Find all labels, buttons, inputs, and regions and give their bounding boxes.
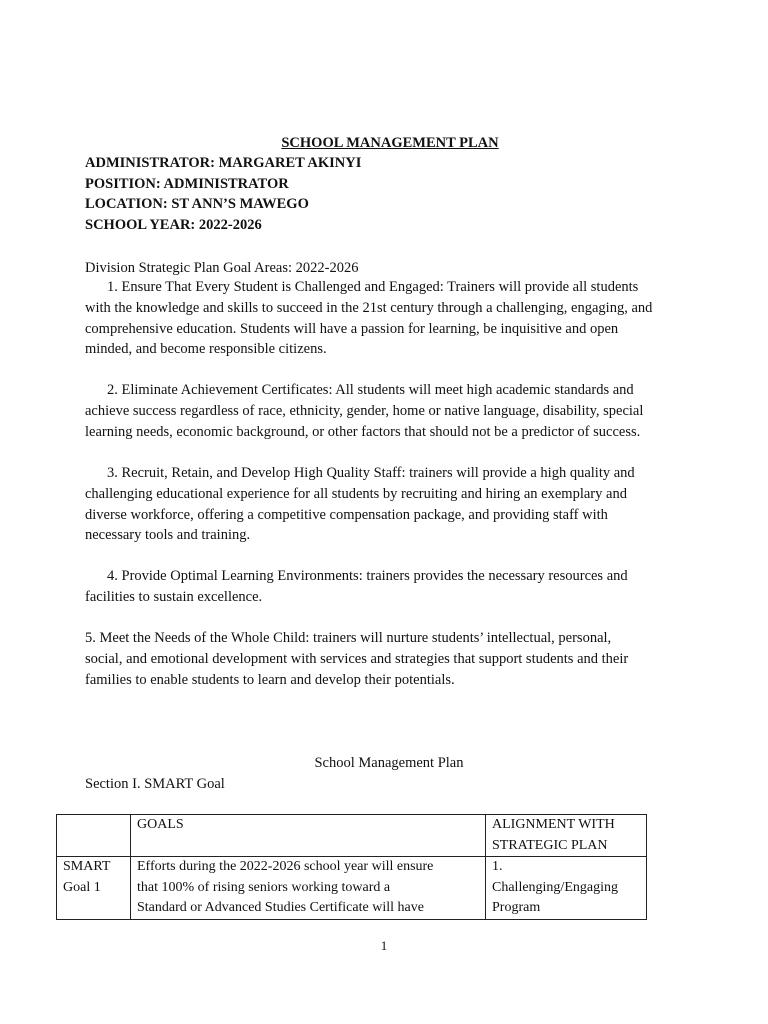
header-alignment-line: STRATEGIC PLAN — [492, 837, 608, 853]
table-row — [57, 857, 647, 920]
goal-item-4-line: facilities to sustain excellence. — [85, 588, 263, 605]
alignment-cell — [486, 857, 647, 920]
goal-item-5-line: 5. Meet the Needs of the Whole Child: trainers will nurture students’ intellectual, personal, — [85, 630, 612, 646]
row-label-line: SMART — [63, 859, 111, 874]
page-number: 1 — [380, 938, 388, 953]
header-cell-goals — [131, 815, 486, 857]
position-line: POSITION: ADMINISTRATOR — [85, 175, 289, 192]
goal-description-line: Efforts during the 2022-2026 school year will ensure — [137, 859, 434, 874]
goal-item-5-line: social, and emotional development with services and strategies that support students and their — [85, 650, 629, 667]
header-block — [85, 153, 361, 235]
section-label: Section I. SMART Goal — [85, 776, 225, 792]
document-title: SCHOOL MANAGEMENT PLAN — [281, 135, 499, 151]
row-label-line: Goal 1 — [63, 879, 101, 895]
header-cell-empty — [57, 815, 131, 857]
goal-description-line: Standard or Advanced Studies Certificate will have — [137, 900, 424, 915]
table-header-row — [57, 815, 647, 857]
header-cell-alignment — [486, 815, 647, 857]
section-title: School Management Plan — [314, 755, 464, 771]
goal-item-2-line: learning needs, economic background, or other factors that should not be a predictor of success. — [85, 423, 641, 440]
alignment-line: Program — [492, 900, 541, 915]
goal-description-cell — [131, 857, 486, 920]
goal-item-1-line: 1. Ensure That Every Student is Challenged and Engaged: Trainers will provide all students — [107, 279, 639, 295]
goal-item-1 — [85, 277, 683, 360]
goal-item-2-line: achieve success regardless of race, ethnicity, gender, home or native language, disability, special — [85, 402, 644, 419]
row-label-cell — [57, 857, 131, 920]
goal-item-5-line: families to enable students to learn and develop their potentials. — [85, 671, 455, 688]
goal-areas-heading: Division Strategic Plan Goal Areas: 2022-2026 — [85, 260, 359, 276]
goal-item-1-line: minded, and become responsible citizens. — [85, 341, 327, 358]
school-year-line: SCHOOL YEAR: 2022-2026 — [85, 216, 262, 233]
goal-item-2 — [85, 380, 683, 442]
goal-item-3-line: necessary tools and training. — [85, 527, 251, 544]
smart-goal-table — [56, 814, 647, 920]
alignment-line: Challenging/Engaging — [492, 879, 618, 895]
goal-description-line: that 100% of rising seniors working toward a — [137, 879, 391, 895]
goal-item-1-line: comprehensive education. Students will have a passion for learning, be inquisitive and open — [85, 320, 619, 337]
location-line: LOCATION: ST ANN’S MAWEGO — [85, 196, 309, 212]
goal-item-3-line: 3. Recruit, Retain, and Develop High Quality Staff: trainers will provide a high quality and — [107, 465, 635, 481]
goal-item-1-line: with the knowledge and skills to succeed in the 21st century through a challenging, engaging, and — [85, 299, 653, 316]
goal-item-4-line: 4. Provide Optimal Learning Environments: trainers provides the necessary resources and — [107, 568, 628, 584]
goal-item-5 — [85, 628, 683, 690]
goal-item-4 — [85, 566, 683, 608]
administrator-line: ADMINISTRATOR: MARGARET AKINYI — [85, 155, 362, 171]
goal-item-3-line: diverse workforce, offering a competitive compensation package, and providing staff with — [85, 506, 608, 523]
header-goals-label: GOALS — [137, 817, 184, 832]
goal-item-2-line: 2. Eliminate Achievement Certificates: All students will meet high academic standards and — [107, 382, 634, 398]
goal-item-3-line: challenging educational experience for all students by recruiting and hiring an exemplary and — [85, 485, 627, 502]
header-alignment-line: ALIGNMENT WITH — [492, 817, 615, 832]
goal-item-3 — [85, 463, 683, 546]
alignment-line: 1. — [492, 859, 503, 874]
